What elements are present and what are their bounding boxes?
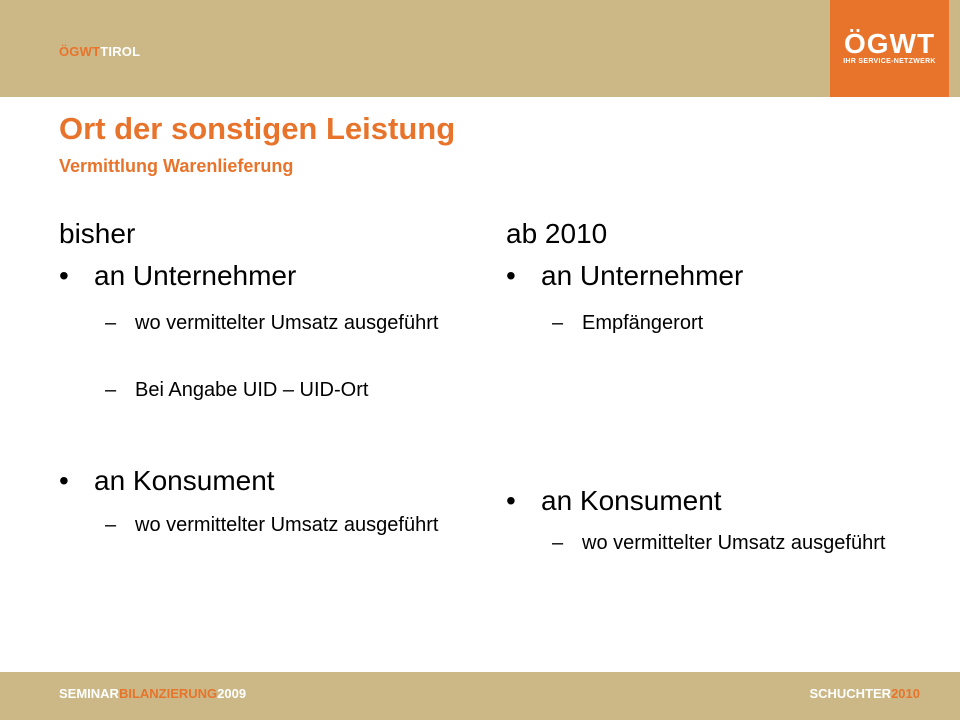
slide-subtitle: Vermittlung Warenlieferung bbox=[59, 156, 294, 176]
footer-right-part-1: SCHUCHTER bbox=[809, 686, 892, 701]
left-subitem-1-2-text: Bei Angabe UID – UID-Ort bbox=[135, 379, 369, 401]
bullet-marker: • bbox=[506, 260, 516, 291]
brand-label bbox=[59, 44, 140, 59]
right-subitem-2-1-text: wo vermittelter Umsatz ausgeführt bbox=[582, 532, 886, 554]
footer-left-part-3: 2009 bbox=[217, 686, 247, 701]
left-subitem-1-1-text: wo vermittelter Umsatz ausgeführt bbox=[135, 312, 439, 334]
dash-marker: – bbox=[552, 312, 564, 334]
left-bullet-1-label: an Unternehmer bbox=[94, 260, 297, 291]
header-band bbox=[0, 0, 960, 97]
left-column-heading: bisher bbox=[59, 218, 136, 249]
dash-marker: – bbox=[552, 532, 564, 554]
logo-text: ÖGWT bbox=[843, 28, 936, 59]
left-bullet-2-label: an Konsument bbox=[94, 465, 275, 496]
right-bullet-1-label: an Unternehmer bbox=[541, 260, 744, 291]
dash-marker: – bbox=[105, 379, 117, 401]
brand-part-2: TIROL bbox=[100, 44, 141, 59]
footer-left-part-2: BILANZIERUNG bbox=[118, 686, 218, 701]
footer-right-part-2: 2010 bbox=[891, 686, 920, 701]
logo bbox=[830, 0, 949, 97]
footer-author-label bbox=[809, 686, 920, 701]
logo-subtext: IHR SERVICE-NETZWERK bbox=[843, 58, 936, 65]
dash-marker: – bbox=[105, 514, 117, 536]
footer-seminar-label bbox=[59, 686, 246, 701]
bullet-marker: • bbox=[506, 485, 516, 516]
footer-left-part-1: SEMINAR bbox=[59, 686, 119, 701]
right-column-heading: ab 2010 bbox=[506, 218, 608, 249]
dash-marker: – bbox=[105, 312, 117, 334]
bullet-marker: • bbox=[59, 465, 69, 496]
right-bullet-2-label: an Konsument bbox=[541, 485, 722, 516]
slide-title: Ort der sonstigen Leistung bbox=[59, 111, 456, 146]
brand-part-1: ÖGWT bbox=[59, 44, 101, 59]
bullet-marker: • bbox=[59, 260, 69, 291]
left-subitem-2-1-text: wo vermittelter Umsatz ausgeführt bbox=[135, 514, 439, 536]
right-subitem-1-1-text: Empfängerort bbox=[582, 312, 704, 334]
